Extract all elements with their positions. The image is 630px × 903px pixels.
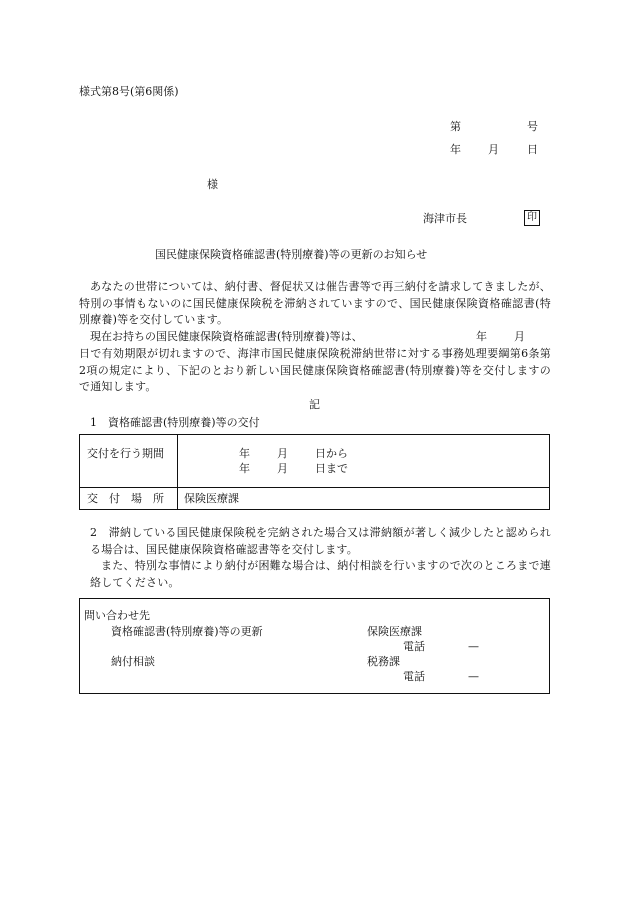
- sender-name: 海津市長: [423, 212, 467, 225]
- body-paragraph-2-year: 年: [476, 330, 487, 343]
- contact-item-2-dept: 税務課: [367, 655, 400, 668]
- issuance-table: [79, 434, 550, 510]
- period-from-month: 月: [277, 447, 288, 460]
- section-2-paragraph-2: また、特別な事情により納付が困難な場合は、納付相談を行いますので次のところまで連絡してください。: [90, 559, 551, 589]
- contact-item-2-tel-label: 電話: [403, 670, 425, 683]
- contact-box: [79, 598, 550, 694]
- date-day: 日: [527, 143, 538, 156]
- date-year: 年: [450, 143, 461, 156]
- addressee-suffix: 様: [207, 178, 218, 191]
- period-to-year: 年: [239, 462, 250, 475]
- contact-item-1-tel-label: 電話: [403, 640, 425, 653]
- contact-item-2-label: 納付相談: [111, 655, 155, 668]
- period-to-day: 日まで: [315, 462, 348, 475]
- seal-mark: 印: [524, 210, 540, 226]
- date-month: 月: [488, 143, 499, 156]
- section-1-heading: 1 資格確認書(特別療養)等の交付: [90, 416, 260, 429]
- body-paragraph-2-rest: 日で有効期限が切れますので、海津市国民健康保険税滞納世帯に対する事務処理要綱第6条第2項の規定により、下記のとおり新しい国民健康保険資格確認書(特別療養)等を交付しますので通知します。: [79, 347, 551, 393]
- contact-heading: 問い合わせ先: [84, 609, 150, 622]
- contact-item-1-dept: 保険医療課: [367, 625, 422, 638]
- reference-dai: 第: [450, 120, 461, 133]
- period-from-year: 年: [239, 447, 250, 460]
- contact-item-1-label: 資格確認書(特別療養)等の更新: [111, 625, 263, 638]
- period-from-day: 日から: [315, 447, 348, 460]
- period-label: 交付を行う期間: [87, 447, 164, 460]
- document-title: 国民健康保険資格確認書(特別療養)等の更新のお知らせ: [155, 248, 428, 261]
- reference-gou: 号: [527, 120, 538, 133]
- section-2-paragraph-1: 2 滞納している国民健康保険税を完納された場合又は滞納額が著しく減少したと認められる場合は、国民健康保険資格確認書等を交付します。: [90, 526, 551, 556]
- body-paragraph-1: あなたの世帯については、納付書、督促状又は催告書等で再三納付を請求してきましたが、特別の事情もないのに国民健康保険税を滞納されていますので、国民健康保険資格確認書(特別療養)等を交付しています。: [79, 280, 551, 326]
- body-paragraph-2-lead: 現在お持ちの国民健康保険資格確認書(特別療養)等は、: [90, 330, 363, 343]
- form-number: 様式第8号(第6関係): [79, 85, 179, 98]
- contact-item-1-tel-value: —: [468, 640, 479, 653]
- place-label: 交 付 場 所: [87, 492, 164, 505]
- ki-marker: 記: [309, 398, 320, 411]
- contact-item-2-tel-value: —: [468, 670, 479, 683]
- period-to-month: 月: [277, 462, 288, 475]
- place-value: 保険医療課: [184, 492, 239, 505]
- body-paragraph-2-month: 月: [514, 330, 525, 343]
